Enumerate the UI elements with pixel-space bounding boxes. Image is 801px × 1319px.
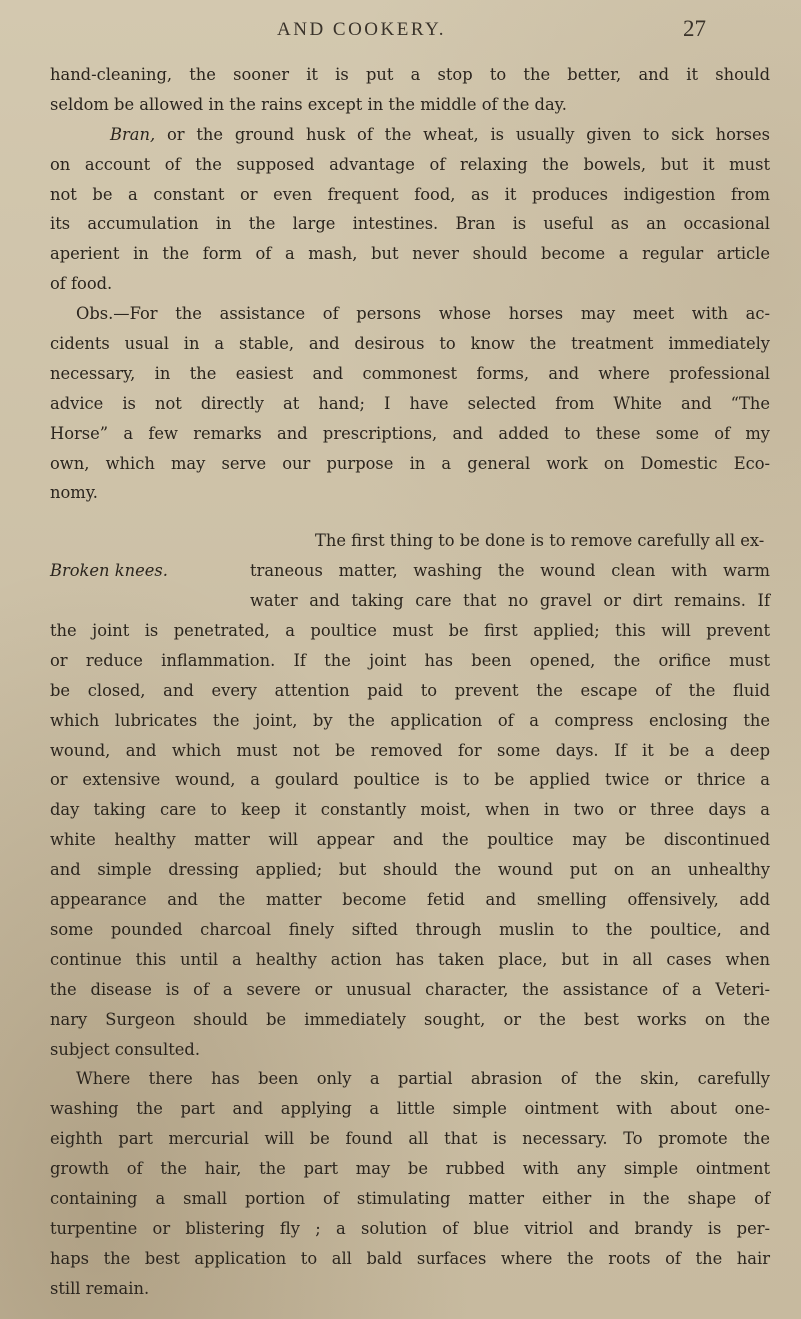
- side-heading-row: [50, 586, 770, 616]
- text-line: Where there has been only a partial abrasion of the skin, carefully: [76, 1069, 770, 1089]
- side-heading: Broken knees.: [50, 561, 168, 581]
- text-line: [50, 120, 770, 150]
- page-number: 27: [683, 16, 706, 41]
- side-heading-row: [50, 556, 770, 586]
- text-line: washing the part and applying a little simple ointment with about one-: [50, 1099, 770, 1119]
- text-line: seldom be allowed in the rains except in the middle of the day.: [50, 94, 567, 114]
- text-line: day taking care to keep it constantly moist, when in two or three days a: [50, 800, 770, 820]
- text-line: the joint is penetrated, a poultice must be first applied; this will prevent: [50, 621, 770, 641]
- text-line: and simple dressing applied; but should the wound put on an unhealthy: [50, 860, 770, 880]
- text-line: water and taking care that no gravel or dirt remains. If: [250, 591, 770, 611]
- text-line: haps the best application to all bald surfaces where the roots of the hair: [50, 1248, 770, 1268]
- text-line: traneous matter, washing the wound clean with warm: [250, 561, 770, 581]
- text-line: some pounded charcoal finely sifted through muslin to the poultice, and: [50, 919, 770, 939]
- text-line: necessary, in the easiest and commonest forms, and where professional: [50, 363, 770, 383]
- text-line: appearance and the matter become fetid and smelling offensively, add: [50, 890, 770, 910]
- page-header: [0, 16, 801, 46]
- text-line: advice is not directly at hand; I have selected from White and “The: [50, 393, 770, 413]
- text-line: white healthy matter will appear and the poultice may be discontinued: [50, 830, 770, 850]
- text-line: subject consulted.: [50, 1039, 201, 1059]
- text-line: on account of the supposed advantage of relaxing the bowels, but it must: [50, 154, 770, 174]
- text-line: or extensive wound, a goulard poultice is to be applied twice or thrice a: [50, 770, 770, 790]
- text-line: Horse” a few remarks and prescriptions, and added to these some of my: [50, 423, 770, 443]
- text-line: its accumulation in the large intestines. Bran is useful as an occasional: [50, 214, 770, 234]
- text-line: the disease is of a severe or unusual character, the assistance of a Veteri-: [50, 979, 770, 999]
- text-line: nomy.: [50, 483, 98, 503]
- text-line: continue this until a healthy action has taken place, but in all cases when: [50, 949, 770, 969]
- text-line: nary Surgeon should be immediately sought, or the best works on the: [50, 1009, 770, 1029]
- text-line: eighth part mercurial will be found all that is necessary. To promote the: [50, 1129, 770, 1149]
- text-line: cidents usual in a stable, and desirous to know the treatment immediately: [50, 334, 770, 354]
- text-run: or the ground husk of the wheat, is usually given to sick horses: [155, 124, 770, 144]
- text-line: own, which may serve our purpose in a general work on Domestic Eco-: [50, 453, 770, 473]
- section-gap: [50, 508, 770, 526]
- text-line: still remain.: [50, 1278, 150, 1298]
- text-line: growth of the hair, the part may be rubbed with any simple ointment: [50, 1159, 770, 1179]
- text-line: Obs.—For the assistance of persons whose horses may meet with ac-: [76, 304, 770, 324]
- text-line: containing a small portion of stimulating matter either in the shape of: [50, 1188, 770, 1208]
- text-line: The first thing to be done is to remove carefully all ex-: [315, 531, 765, 551]
- text-line: or reduce inflammation. If the joint has been opened, the orifice must: [50, 650, 770, 670]
- text-line: hand-cleaning, the sooner it is put a stop to the better, and it should: [50, 65, 770, 84]
- text-line: not be a constant or even frequent food, as it produces indigestion from: [50, 184, 770, 204]
- text-line: wound, and which must not be removed for some days. If it be a deep: [50, 740, 770, 760]
- running-head: AND COOKERY.: [277, 19, 447, 40]
- text-line: turpentine or blistering fly ; a solution of blue vitriol and brandy is per-: [50, 1218, 770, 1238]
- text-line: which lubricates the joint, by the application of a compress enclosing the: [50, 710, 770, 730]
- body-text: [50, 60, 770, 1304]
- run-in-heading: Bran,: [110, 124, 156, 144]
- text-line: of food.: [50, 274, 113, 294]
- text-line: aperient in the form of a mash, but never should become a regular article: [50, 244, 770, 264]
- text-line: be closed, and every attention paid to prevent the escape of the fluid: [50, 680, 770, 700]
